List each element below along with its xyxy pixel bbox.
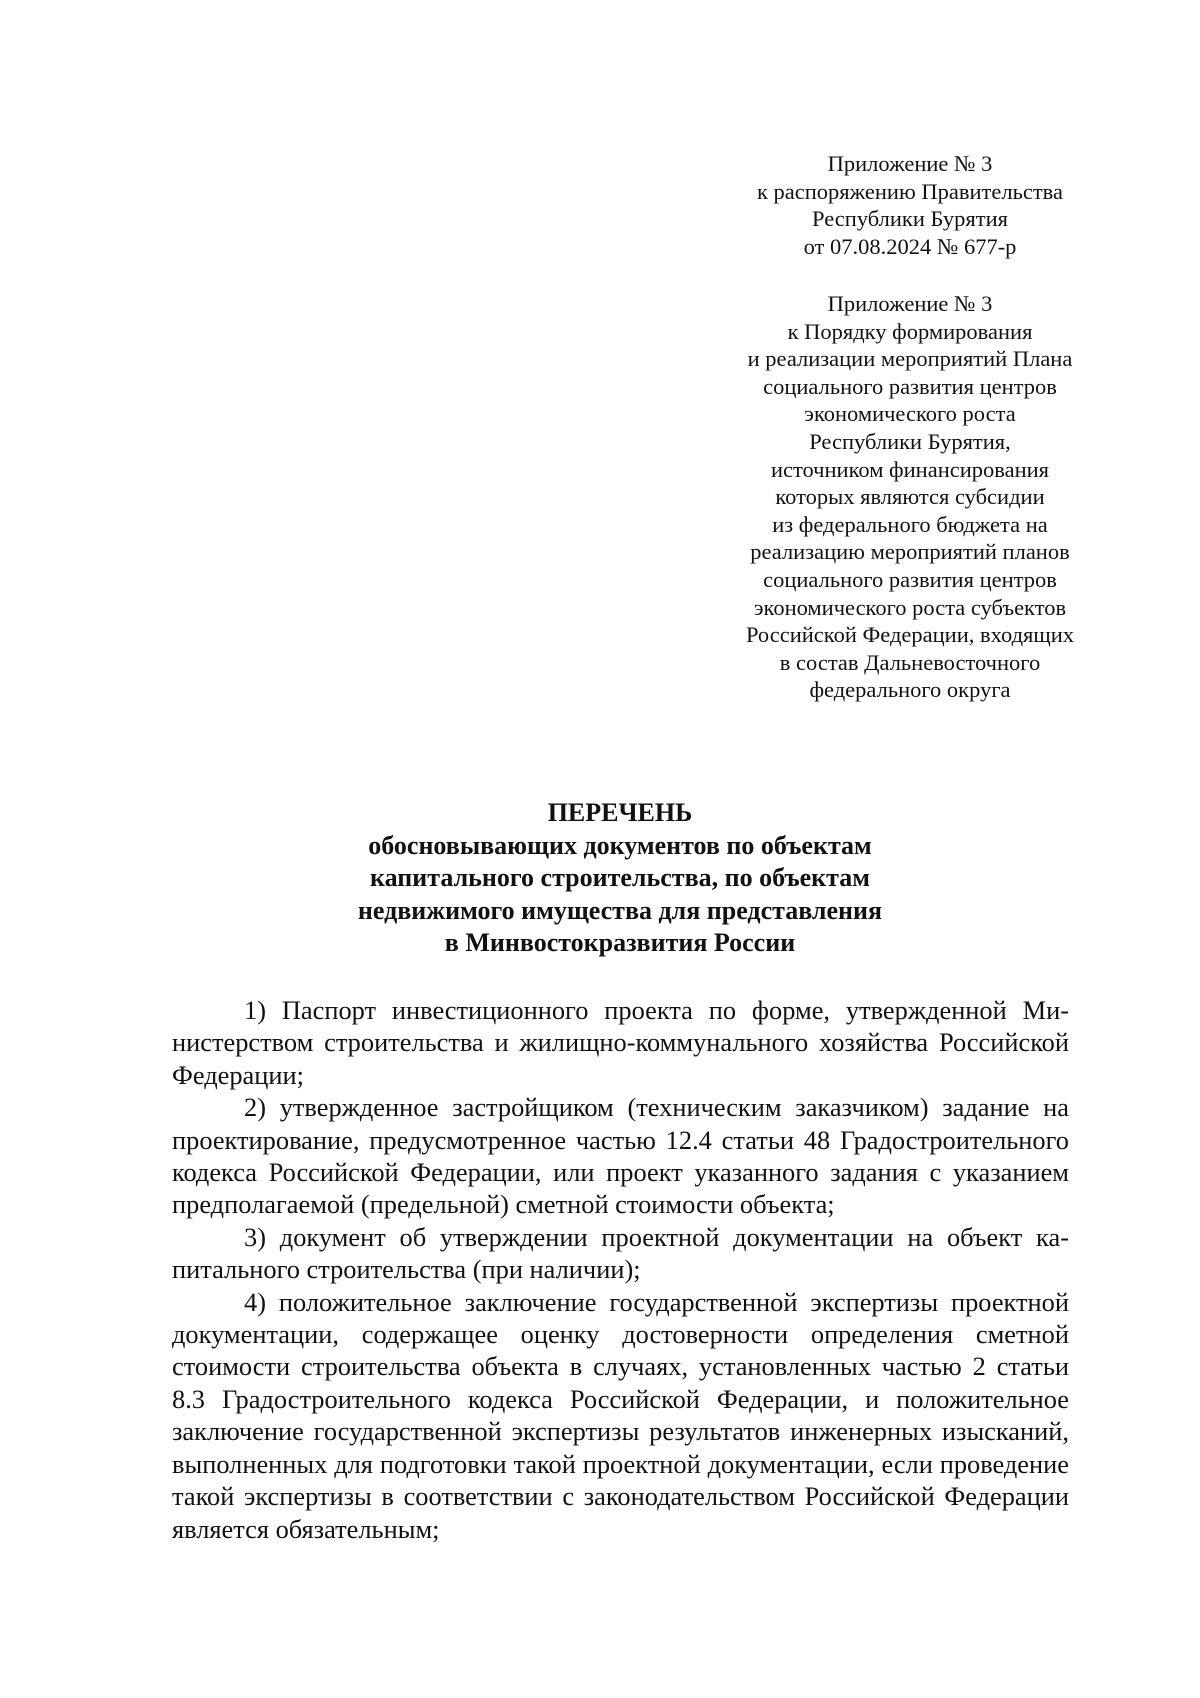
procedure-stamp-line: федерального округа <box>809 677 1011 703</box>
annex-stamp-line: Республики Бурятия <box>812 206 1008 232</box>
title-line: капитального строительства, по объектам <box>370 863 870 892</box>
annex-stamp-line: Приложение № 3 <box>827 151 993 176</box>
procedure-stamp-line: реализацию мероприятий планов <box>750 539 1070 565</box>
procedure-stamp-line: из федерального бюджета на <box>772 511 1048 537</box>
procedure-stamp-line: источником финансирования <box>770 456 1050 482</box>
procedure-stamp-line: к Порядку формирования <box>787 318 1033 344</box>
procedure-stamp-line: социального развития центров <box>763 373 1057 399</box>
title-line: обосновывающих документов по объектам <box>368 830 872 860</box>
annex-stamp-line: к распоряжению Правительства <box>756 178 1063 204</box>
procedure-stamp-line: экономического роста субъектов <box>753 594 1067 620</box>
title-line: недвижимого имущества для представления <box>357 895 883 925</box>
list-item: 2) утвержденное застройщиком (техническим заказчиком) задание на проектирование, предусмотренное частью 12.4 статьи 48 Градостроительного кодекса Российской Федерации, или проект указанного задания с указанием предполагаемой (предельной) сметной стоимости объекта; <box>172 1092 1069 1220</box>
title-line: в Минвостокразвития России <box>444 928 796 957</box>
procedure-stamp-line: Республики Бурятия, <box>809 428 1011 454</box>
procedure-stamp-line: которых являются субсидии <box>775 484 1045 510</box>
procedure-stamp-line: и реализации мероприятий Плана <box>747 346 1073 372</box>
list-item: 4) положительное заключение государственной экспертизы проектной документации, содержащее оценку достоверности определения сметной стоимости строительства объекта в случаях, установленных частью 2 статьи 8.3 Градостроительного кодекса Российской Федерации, и положительное заключение государственной экспертизы результатов инженерных изысканий, выполненных для подготовки такой проектной документации, если проведение такой экспертизы в соответствии с законодательством Российской Федерации является обязательным; <box>172 1286 1069 1544</box>
document-title <box>170 797 1070 960</box>
procedure-stamp-line: Приложение № 3 <box>827 291 993 316</box>
document-list <box>172 994 1069 1545</box>
procedure-stamp-line: Российской Федерации, входящих <box>745 622 1075 648</box>
annex-stamp <box>700 150 1120 260</box>
procedure-stamp-line: социального развития центров <box>763 566 1057 592</box>
title-line: ПЕРЕЧЕНЬ <box>547 798 693 827</box>
procedure-stamp-line: экономического роста <box>804 401 1016 427</box>
list-item: 3) документ об утверждении проектной документации на объект капитального строительства (при наличии); <box>172 1221 1069 1285</box>
procedure-stamp <box>700 290 1120 704</box>
annex-stamp-line: от 07.08.2024 № 677-р <box>803 233 1017 259</box>
list-item: 1) Паспорт инвестиционного проекта по форме, утвержденной Министерством строительства и жилищно-коммунального хозяйства Российской Федерации; <box>172 995 1069 1090</box>
procedure-stamp-line: в состав Дальневосточного <box>779 649 1041 675</box>
